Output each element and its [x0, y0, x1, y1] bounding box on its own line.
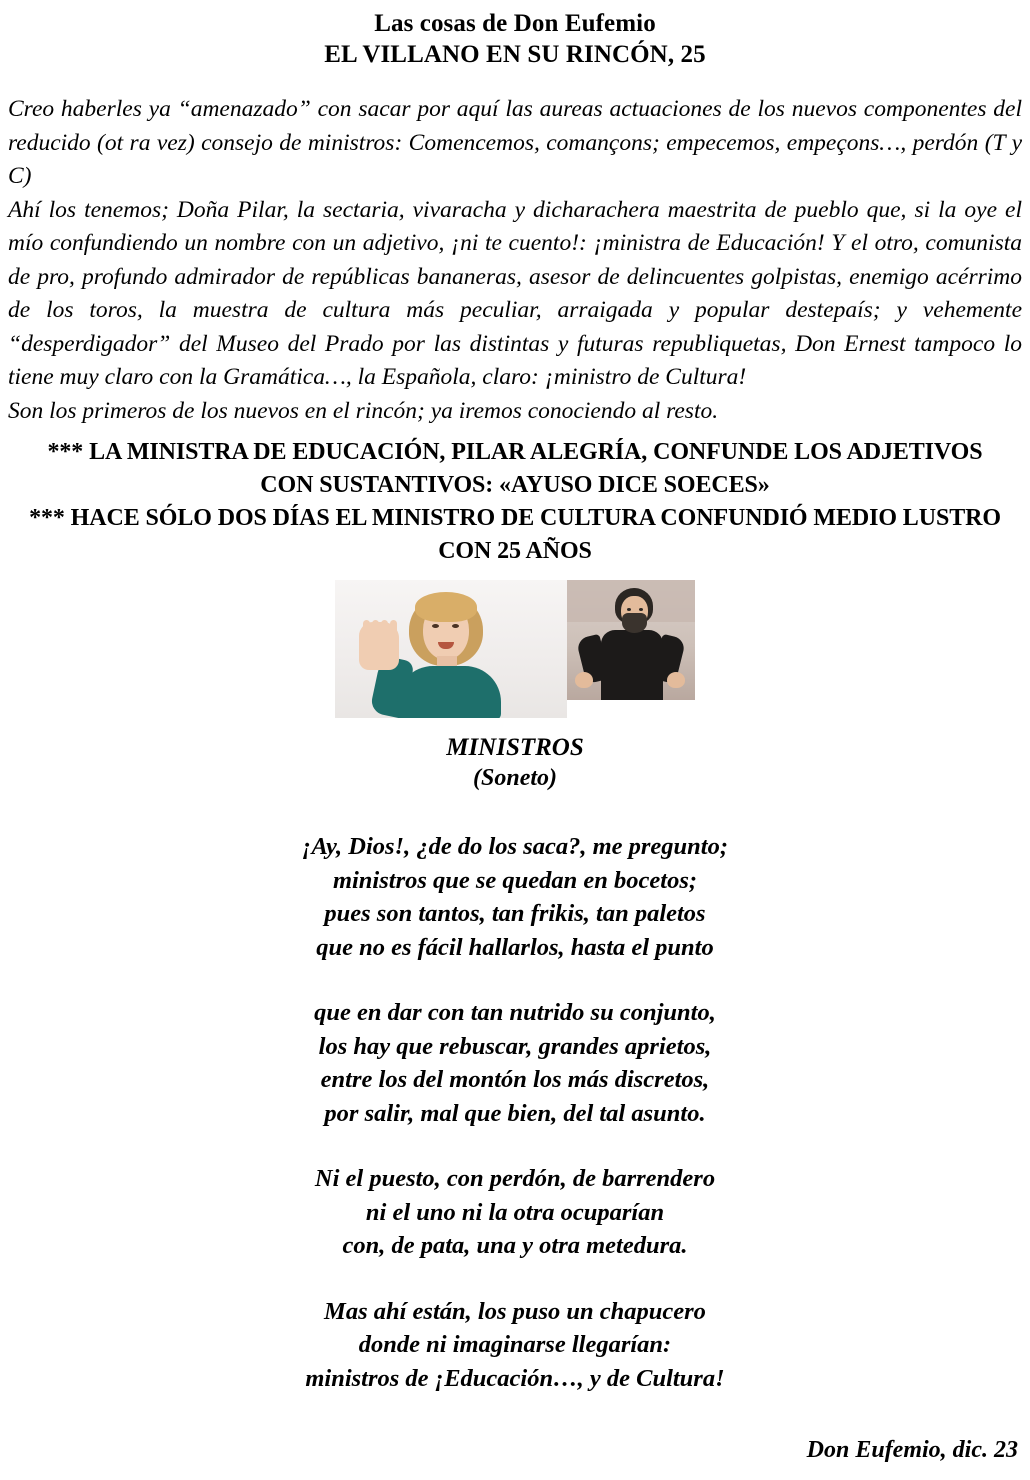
- poem-verse: donde ni imaginarse llegarían:: [358, 1331, 672, 1358]
- poem-verse: ministros de ¡Educación…, y de Cultura!: [305, 1364, 725, 1392]
- poem-verse: que en dar con tan nutrido su conjunto,: [314, 999, 716, 1026]
- poem-stanza: [6, 996, 1024, 1130]
- signature: Don Eufemio, dic. 23: [806, 1437, 1018, 1463]
- poem-verse: Ni el puesto, con perdón, de barrendero: [314, 1165, 716, 1192]
- page-title: Las cosas de Don Eufemio: [374, 10, 656, 37]
- finger-shape-2: [372, 620, 379, 640]
- document-title-block: [6, 8, 1024, 71]
- photo-ministro-cultura: [567, 580, 695, 700]
- beard-shape: [622, 613, 647, 633]
- poem-verse: los hay que rebuscar, grandes aprietos,: [318, 1032, 712, 1060]
- photo-row: [6, 580, 1024, 718]
- poem-verse: por salir, mal que bien, del tal asunto.: [324, 1099, 706, 1127]
- body-text: [6, 93, 1024, 428]
- page-subtitle: EL VILLANO EN SU RINCÓN, 25: [324, 41, 706, 68]
- eye-left-shape: [432, 624, 439, 628]
- headline-line-2: CON SUSTANTIVOS: «AYUSO DICE SOECES»: [260, 472, 770, 498]
- headline-line-1: *** LA MINISTRA DE EDUCACIÓN, PILAR ALEGRÍA, CONFUNDE LOS ADJETIVOS: [47, 439, 983, 465]
- hand-left-shape: [575, 672, 593, 688]
- torso-shape: [601, 630, 663, 700]
- finger-shape-4: [390, 620, 397, 640]
- eye-right-shape: [639, 608, 643, 611]
- poem-verse: con, de pata, una y otra metedura.: [342, 1232, 688, 1259]
- poem-verse: entre los del montón los más discretos,: [320, 1066, 710, 1093]
- poem-verse: Mas ahí están, los puso un chapucero: [324, 1297, 706, 1325]
- poem-verse: ¡Ay, Dios!, ¿de do los saca?, me pregunto;: [301, 833, 729, 860]
- poem-verse: ni el uno ni la otra ocuparían: [365, 1198, 665, 1226]
- torso-shape: [397, 666, 501, 718]
- poem-verse: ministros que se quedan en bocetos;: [332, 866, 698, 894]
- hand-right-shape: [667, 672, 685, 688]
- body-paragraph-2: Ahí los tenemos; Doña Pilar, la sectaria, vivaracha y dicharachera maestrita de pueblo que, si la oye el mío confundiendo un nombre con un adjetivo, ¡ni te cuento!: ¡ministra de Educación! Y el otro, comunista de pro, profundo admirador de repúblicas bananeras, asesor de delincuentes golpistas, enemigo acérrimo de los toros, la muestra de cultura más peculiar, arraigada y popular destepaís; y vehemente “desperdigador” del Museo del Prado por las distintas y futuras republiquetas, Don Ernest tampoco lo tiene muy claro con la Gramática…, la Española, claro: ¡ministro de Cultura!: [8, 196, 1022, 390]
- poem-title: MINISTROS: [446, 734, 584, 761]
- poem-stanza: [6, 1162, 1024, 1263]
- headline-block: [6, 436, 1024, 568]
- poem-subtitle: (Soneto): [473, 765, 557, 791]
- eye-left-shape: [627, 608, 631, 611]
- body-paragraph-1: Creo haberles ya “amenazado” con sacar por aquí las aureas actuaciones de los nuevos componentes del reducido (ot ra vez) consejo de ministros: Comencemos, comançons; empecemos, empeçons…, perdón (T y C): [8, 96, 1022, 189]
- body-paragraph-3: Son los primeros de los nuevos en el rincón; ya iremos conociendo al resto.: [8, 397, 719, 424]
- poem-body: [6, 830, 1024, 1395]
- headline-line-3: *** HACE SÓLO DOS DÍAS EL MINISTRO DE CULTURA CONFUNDIÓ MEDIO LUSTRO: [29, 505, 1001, 531]
- poem-verse: pues son tantos, tan frikis, tan paletos: [324, 900, 706, 927]
- poem-verse: que no es fácil hallarlos, hasta el punto: [316, 933, 714, 961]
- eye-right-shape: [452, 624, 459, 628]
- poem-stanza: [6, 1295, 1024, 1396]
- poem-stanza: [6, 830, 1024, 964]
- finger-shape-3: [381, 620, 388, 640]
- fringe-shape: [415, 592, 477, 622]
- finger-shape-1: [363, 620, 370, 640]
- photo-ministra-educacion: [335, 580, 567, 718]
- headline-line-4: CON 25 AÑOS: [438, 538, 592, 564]
